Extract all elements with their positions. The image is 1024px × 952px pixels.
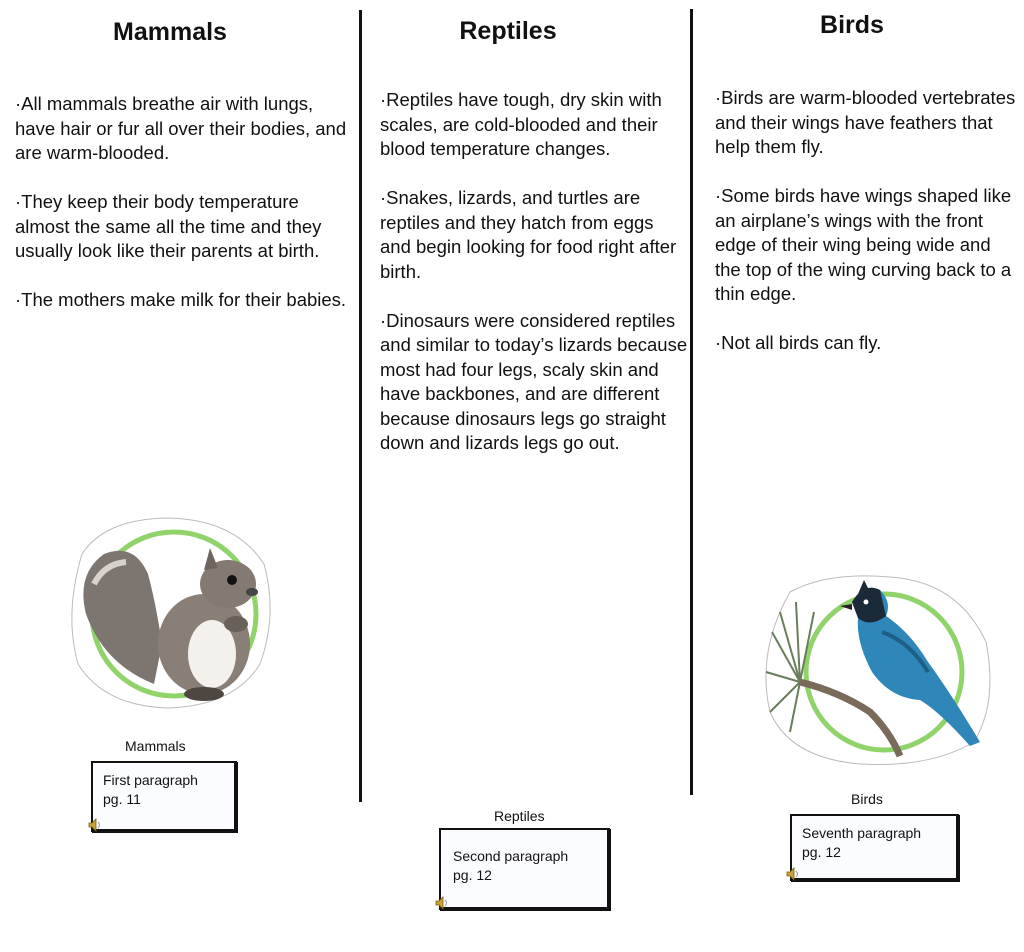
mammals-title: Mammals: [113, 18, 227, 46]
mammals-caption: Mammals: [125, 738, 186, 754]
reptiles-reference-box[interactable]: [439, 828, 610, 910]
birds-paragraph: ·Some birds have wings shaped like an airplane’s wings with the front edge of their wing being wide and the top of the wing curving back to a thin edge.: [715, 185, 1012, 304]
birds-reference-box[interactable]: [790, 814, 959, 881]
reptiles-paragraph: ·Dinosaurs were considered reptiles and similar to today’s lizards because most had four legs, scaly skin and have backbones, and are different because dinosaurs legs go straight down and lizards legs go out.: [380, 309, 688, 453]
column-divider-left: [359, 10, 362, 802]
column-divider-right: [690, 9, 693, 795]
reptiles-paragraph: ·Snakes, lizards, and turtles are reptiles and they hatch from eggs and begin looking for food right after birth.: [380, 187, 677, 282]
reptiles-text: [380, 88, 688, 480]
reptiles-title: Reptiles: [459, 17, 557, 45]
birds-paragraph: ·Birds are warm-blooded vertebrates and their wings have feathers that help them fly.: [715, 87, 1016, 157]
birds-title: Birds: [820, 11, 884, 39]
reference-paragraph: Second paragraph: [453, 848, 569, 864]
mammals-paragraph: ·They keep their body temperature almost the same all the time and they usually look like their parents at birth.: [15, 191, 322, 261]
reptiles-paragraph: ·Reptiles have tough, dry skin with scales, are cold-blooded and their blood temperature changes.: [380, 89, 662, 159]
reference-page: pg. 12: [453, 867, 492, 883]
mammals-reference-box[interactable]: [91, 761, 237, 832]
birds-text: [715, 86, 1020, 380]
reference-paragraph: Seventh paragraph: [802, 825, 922, 841]
squirrel-image: [64, 514, 276, 710]
reference-page: pg. 11: [103, 791, 141, 807]
mammals-paragraph: ·All mammals breathe air with lungs, have hair or fur all over their bodies, and are warm-blooded.: [15, 93, 347, 163]
reference-paragraph: First paragraph: [103, 772, 198, 788]
speaker-icon[interactable]: [435, 896, 451, 910]
speaker-icon[interactable]: [786, 867, 802, 881]
reference-page: pg. 12: [802, 844, 841, 860]
mammals-text: [15, 92, 355, 337]
birds-paragraph: ·Not all birds can fly.: [715, 332, 882, 353]
speaker-icon[interactable]: [88, 818, 104, 832]
mammals-paragraph: ·The mothers make milk for their babies.: [15, 289, 347, 310]
birds-caption: Birds: [851, 791, 883, 807]
blue-jay-image: [760, 572, 996, 768]
reptiles-caption: Reptiles: [494, 808, 545, 824]
